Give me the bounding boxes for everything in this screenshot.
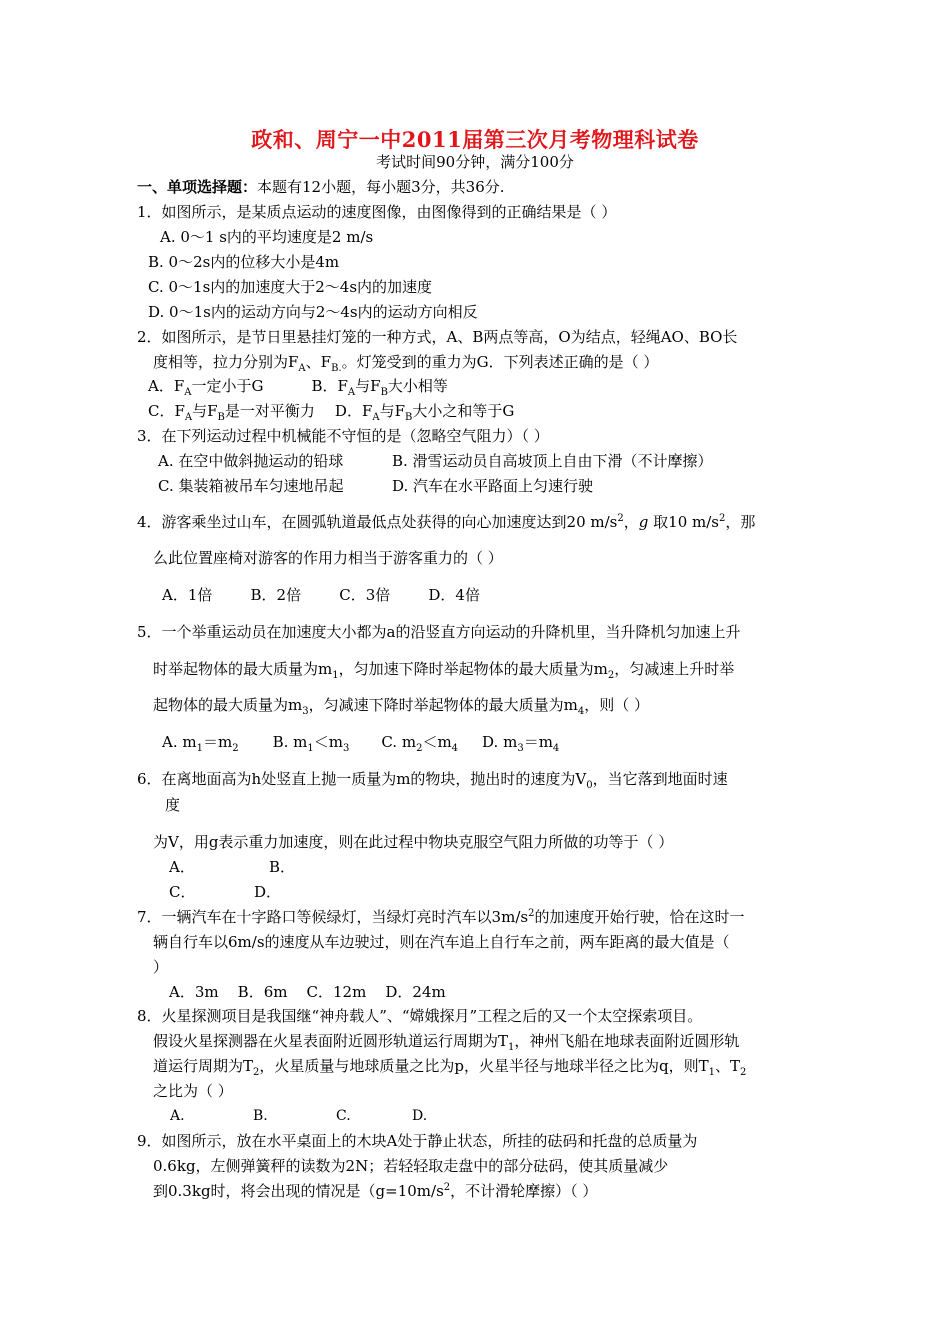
- q2-stem-line1: 2．如图所示，是节日里悬挂灯笼的一种方式，A、B两点等高，O为结点，轻绳AO、BO长: [137, 328, 738, 346]
- q9-text: 到0.3kg时，将会出现的情况是（g=10m/s: [153, 1182, 444, 1200]
- q2-opt-d: 与F: [379, 402, 406, 420]
- q8-text: ，火星质量与地球质量之比为p，火星半径与地球半径之比为q，则T: [259, 1057, 709, 1075]
- q7-text: 7．一辆汽车在十字路口等候绿灯，当绿灯亮时汽车以3m/s: [137, 908, 529, 926]
- q5-sub: 4: [577, 706, 585, 717]
- q8-text: 假设火星探测器在火星表面附近圆形轨道运行周期为T: [153, 1032, 509, 1050]
- q6-option-b: B．: [269, 858, 296, 876]
- q5-opt: ＜m: [422, 733, 452, 751]
- q5-sub: 1: [332, 670, 339, 681]
- q5-sub: 1: [307, 743, 314, 754]
- q1-option-d: D. 0～1s内的运动方向与2～4s内的运动方向相反: [148, 303, 478, 321]
- q4-sup: 2: [719, 513, 726, 524]
- q8-sub: 2: [253, 1067, 260, 1078]
- q7-text: 的加速度开始行驶，恰在这时一: [534, 908, 745, 926]
- q9-line1: 9．如图所示，放在水平桌面上的木块A处于静止状态，所挂的砝码和托盘的总质量为: [137, 1132, 698, 1150]
- q5-opt: ＝m: [202, 733, 233, 751]
- q8-option-c: C.: [336, 1108, 351, 1124]
- q5-opt: ＝m: [523, 733, 553, 751]
- q2-opt-a: 一定小于G: [191, 377, 264, 395]
- q2-stem-line2: [153, 352, 658, 372]
- exam-subtitle: 考试时间90分钟，满分100分: [376, 153, 574, 171]
- section-heading-rule: 本题有12小题，每小题3分，共36分.: [257, 178, 505, 196]
- q6-option-c: C．: [169, 883, 196, 901]
- q8-text: 、T: [714, 1057, 740, 1075]
- q6-option-a: A．: [169, 858, 195, 876]
- q2-opt-b: 与F: [355, 377, 381, 395]
- q8-line2: [153, 1031, 739, 1051]
- q7-line3: ）: [153, 958, 169, 976]
- q6-line3: 为V，用g表示重力加速度，则在此过程中物块克服空气阻力所做的功等于（ ）: [153, 833, 674, 851]
- q5-line1: 5．一个举重运动员在加速度大小都为a的沿竖直方向运动的升降机里，当升降机匀加速上升: [137, 623, 741, 641]
- q5-text: ，匀加速下降时举起物体的最大质量为m: [338, 660, 608, 678]
- q8-line4: 之比为（ ）: [153, 1082, 233, 1100]
- q2-opt-d: D．F: [334, 402, 373, 420]
- q5-line2: [153, 659, 734, 679]
- q4-text: 4．游客乘坐过山车，在圆弧轨道最低点处获得的向心加速度达到20 m/s: [137, 513, 618, 531]
- q5-opt: ＜m: [313, 733, 343, 751]
- q6-line2: 度: [165, 796, 181, 814]
- q8-option-d: D.: [412, 1108, 428, 1124]
- q3-option-b: B. 滑雪运动员自高坡顶上自由下滑（不计摩擦）: [392, 452, 713, 470]
- q8-line3: [153, 1056, 746, 1076]
- q6-sub: 0: [586, 780, 593, 791]
- q5-text: ，匀减速下降时举起物体的最大质量为m: [308, 696, 578, 714]
- q5-sub: 3: [342, 743, 350, 754]
- q2-opt-c: 是一对平衡力: [224, 402, 315, 420]
- q2-text: 、F: [305, 353, 332, 371]
- q2-sub: A: [184, 387, 192, 398]
- q5-opt: D. m: [482, 733, 518, 751]
- q9-text: ，不计滑轮摩擦）（ ）: [450, 1182, 598, 1200]
- q2-sub: B: [405, 412, 413, 423]
- q2-opt-a: A．F: [148, 377, 185, 395]
- q2-sub: B.: [331, 363, 342, 374]
- q1-option-a: A. 0～1 s内的平均速度是2 m/s: [160, 228, 374, 246]
- q8-line1: 8．火星探测项目是我国继“神舟载人”、“嫦娥探月”工程之后的又一个太空探索项目。: [137, 1007, 703, 1025]
- q3-stem: 3．在下列运动过程中机械能不守恒的是（忽略空气阻力）（ ）: [137, 427, 549, 445]
- q5-sub: 3: [517, 743, 524, 754]
- q2-opt-c: 与F: [192, 402, 218, 420]
- q6-line1: [137, 769, 728, 789]
- q8-sub: 2: [740, 1067, 747, 1078]
- exam-title: 政和、周宁一中2011届第三次月考物理科试卷: [251, 127, 699, 152]
- q5-sub: 2: [232, 743, 239, 754]
- q4-options: A．1倍 B．2倍 C．3倍 D．4倍: [162, 586, 480, 604]
- q4-g: g: [638, 513, 649, 531]
- q5-text: 时举起物体的最大质量为m: [153, 660, 333, 678]
- q2-opt-d: 大小之和等于G: [412, 402, 515, 420]
- q5-opt: C. m: [381, 733, 417, 751]
- q4-text: ，: [623, 513, 639, 531]
- q7-line1: [137, 907, 744, 927]
- q8-sub: 1: [508, 1042, 515, 1053]
- q5-text: 起物体的最大质量为m: [153, 696, 303, 714]
- section-heading: [137, 177, 505, 197]
- q7-options: A．3m B．6m C．12m D．24m: [169, 983, 446, 1001]
- q3-option-a: A. 在空中做斜抛运动的铅球: [158, 452, 344, 470]
- q5-sub: 4: [451, 743, 459, 754]
- q2-opt-b: 大小相等: [387, 377, 448, 395]
- q4-text: 取10 m/s: [648, 513, 719, 531]
- q5-sub: 1: [196, 743, 203, 754]
- q5-sub: 2: [416, 743, 423, 754]
- q2-opt-b: B．F: [311, 377, 348, 395]
- q2-sub: A: [184, 412, 193, 423]
- q5-sub: 2: [607, 670, 615, 681]
- q6-text: ，当它落到地面时速: [592, 770, 728, 788]
- q2-sub: B: [380, 387, 388, 398]
- q1-stem: 1．如图所示，是某质点运动的速度图像，由图像得到的正确结果是（ ）: [137, 203, 617, 221]
- section-heading-label: 一、单项选择题：: [137, 178, 258, 196]
- q8-option-b: B.: [253, 1108, 268, 1124]
- q5-sub: 3: [302, 706, 309, 717]
- q1-option-c: C. 0～1s内的加速度大于2～4s内的加速度: [148, 278, 433, 296]
- q2-opt-c: C．F: [148, 402, 185, 420]
- q2-sub: A: [347, 387, 356, 398]
- q8-option-a: A.: [170, 1108, 185, 1124]
- q7-sup: 2: [528, 908, 535, 919]
- q7-line2: 辆自行车以6m/s的速度从车边驶过，则在汽车追上自行车之前，两车距离的最大值是（: [153, 933, 730, 951]
- q4-stem-line1: [137, 512, 755, 532]
- q6-text: 6．在离地面高为h处竖直上抛一质量为m的物块，抛出时的速度为V: [137, 770, 587, 788]
- q2-sub: B: [217, 412, 225, 423]
- q2-options-row1: [148, 376, 448, 396]
- q8-text: 道运行周期为T: [153, 1057, 254, 1075]
- q9-sup: 2: [443, 1182, 451, 1193]
- q2-options-row2: [148, 401, 514, 421]
- q4-text: ，那: [725, 513, 756, 531]
- q9-line2: 0.6kg，左侧弹簧秤的读数为2N；若轻轻取走盘中的部分砝码，使其质量减少: [153, 1157, 669, 1175]
- q2-sub: A: [298, 363, 306, 374]
- q5-line3: [153, 695, 649, 715]
- q8-text: ，神州飞船在地球表面附近圆形轨: [514, 1032, 740, 1050]
- q5-sub: 4: [552, 743, 560, 754]
- q5-opt: A. m: [162, 733, 197, 751]
- q5-opt: B. m: [272, 733, 308, 751]
- q8-sub: 1: [708, 1067, 715, 1078]
- q2-text: 。灯笼受到的重力为G．下列表述正确的是（ ）: [341, 353, 659, 371]
- q3-option-d: D. 汽车在水平路面上匀速行驶: [392, 477, 594, 495]
- q5-options: [162, 732, 559, 752]
- q6-option-d: D．: [254, 883, 282, 901]
- q5-text: ，匀减速上升时举: [614, 660, 735, 678]
- q2-sub: A: [372, 412, 380, 423]
- q9-line3: [153, 1181, 597, 1201]
- q4-stem-line2: 么此位置座椅对游客的作用力相当于游客重力的（ ）: [153, 549, 503, 567]
- q4-sup: 2: [617, 513, 624, 524]
- q3-option-c: C. 集装箱被吊车匀速地吊起: [158, 477, 344, 495]
- q5-text: ，则（ ）: [584, 696, 649, 714]
- q2-text: 度相等，拉力分别为F: [153, 353, 299, 371]
- q1-option-b: B. 0～2s内的位移大小是4m: [148, 253, 340, 271]
